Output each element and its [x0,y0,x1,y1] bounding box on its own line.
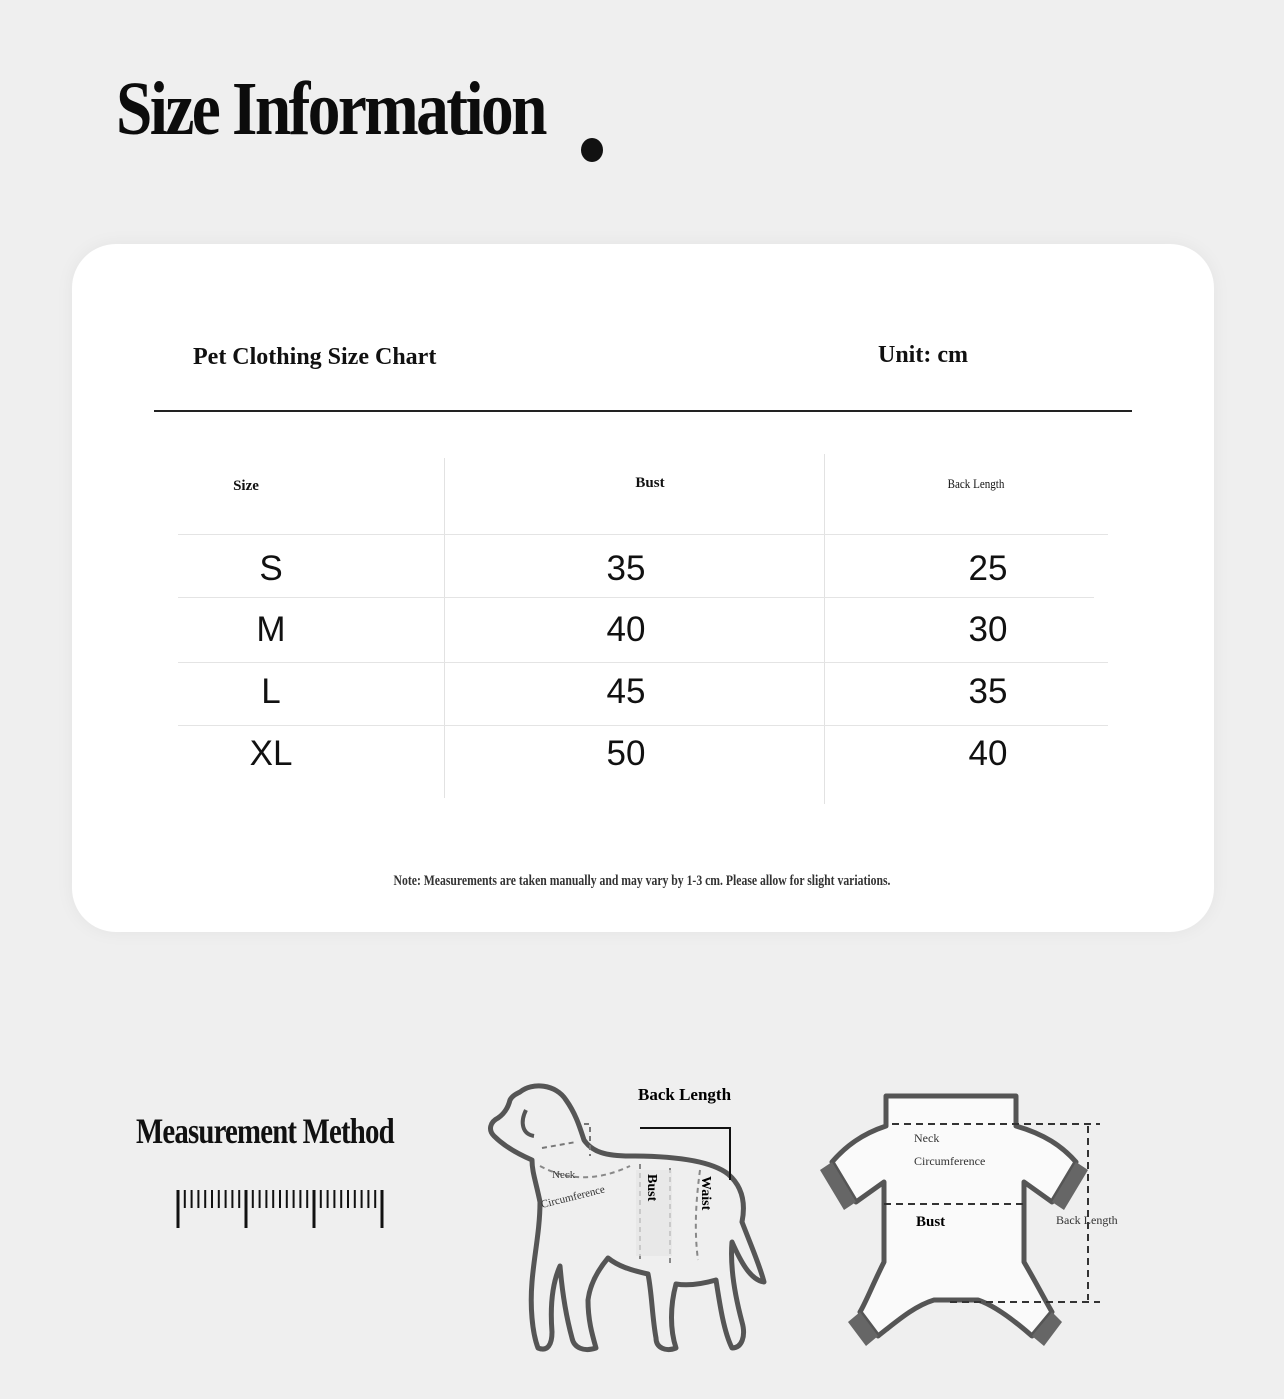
cell-back-length: 35 [968,672,1008,711]
cell-bust: 50 [606,734,646,773]
cell-size: XL [249,734,293,773]
column-divider [824,454,825,804]
dog-measurement-diagram [480,1070,780,1360]
measurement-note: Note: Measurements are taken manually and may vary by 1-3 cm. Please allow for slight variations. [393,873,891,889]
dog-waist-label: Waist [698,1176,713,1211]
cell-bust: 40 [606,610,646,649]
garment-neck-label: Neck [914,1131,940,1145]
cell-size: M [256,610,286,649]
cell-back-length: 30 [968,610,1008,649]
row-divider [178,662,1108,663]
page-title: Size Information [116,67,545,151]
column-divider [444,458,445,798]
chart-unit: Unit: cm [878,342,968,368]
cell-size: S [259,549,283,588]
dog-circumference-label: Circumference [539,1183,607,1211]
chart-title: Pet Clothing Size Chart [193,344,437,370]
garment-bust-label: Bust [916,1214,946,1230]
garment-measurement-diagram [810,1090,1130,1360]
dog-bust-label: Bust [644,1174,659,1202]
cell-bust: 35 [606,549,646,588]
garment-circumference-label: Circumference [914,1154,986,1168]
row-divider [178,597,1094,598]
decorative-dot [581,138,603,162]
dog-back-length-label: Back Length [638,1085,732,1104]
cell-bust: 45 [606,672,646,711]
column-header-size: Size [233,478,259,494]
dog-outline [491,1086,764,1350]
header-divider [154,410,1132,412]
cell-size: L [261,672,281,711]
cell-back-length: 40 [968,734,1008,773]
size-chart-card [72,244,1214,932]
ruler-icon [172,1186,384,1232]
row-divider [178,725,1108,726]
column-header-bust: Bust [635,475,665,491]
cell-back-length: 25 [968,549,1008,588]
garment-outline [832,1096,1076,1336]
measurement-method-title: Measurement Method [136,1111,394,1151]
dog-neck-label: Neck [552,1169,576,1181]
row-divider [178,534,1108,535]
garment-back-length-label: Back Length [1056,1213,1118,1227]
column-header-back-length: Back Length [947,476,1005,491]
